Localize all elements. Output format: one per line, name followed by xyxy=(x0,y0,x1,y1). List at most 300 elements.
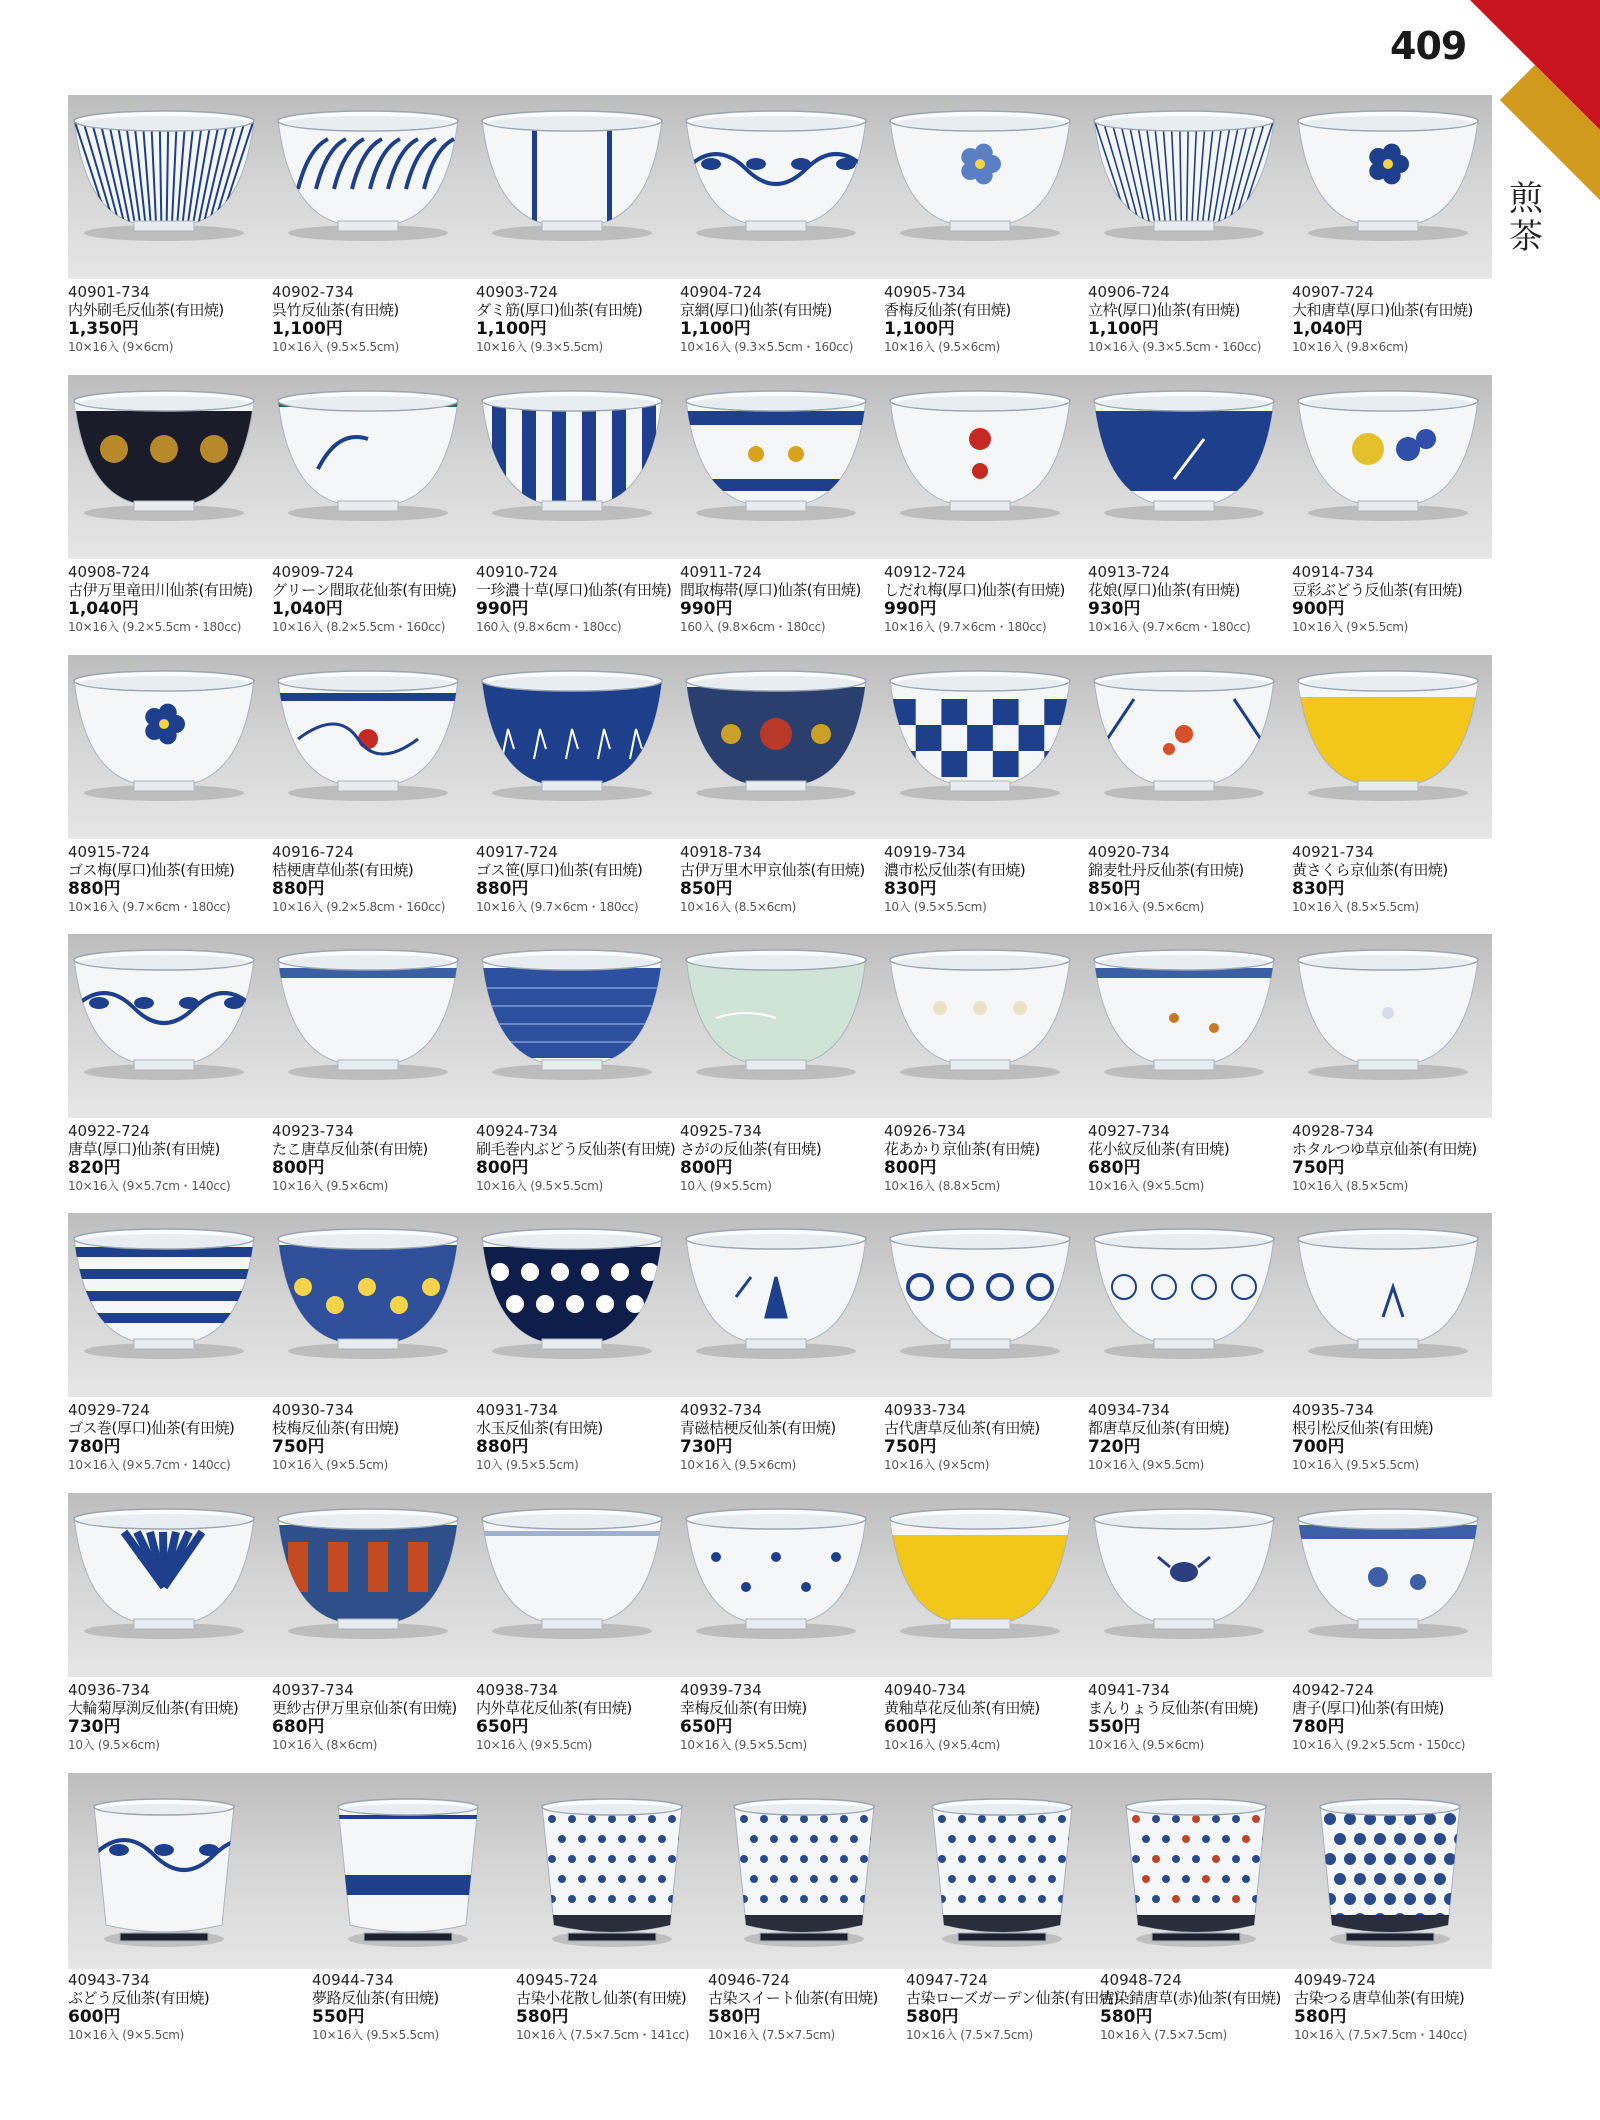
product-name: 花小紋反仙茶(有田焼) xyxy=(1088,1140,1230,1158)
product-code: 40918-734 xyxy=(680,843,762,861)
product-spec: 10×16入 (7.5×7.5cm・140cc) xyxy=(1294,2028,1468,2042)
product-price: 1,100円 xyxy=(884,319,955,339)
product-code: 40939-734 xyxy=(680,1681,762,1699)
product-name: しだれ梅(厚口)仙茶(有田焼) xyxy=(884,581,1065,599)
product-code: 40932-734 xyxy=(680,1401,762,1419)
product-name: ゴス巻(厚口)仙茶(有田焼) xyxy=(68,1419,235,1437)
product-price: 990円 xyxy=(476,599,529,619)
product-code: 40907-724 xyxy=(1292,283,1374,301)
product-price: 550円 xyxy=(312,2007,365,2027)
product-code: 40947-724 xyxy=(906,1971,988,1989)
product-item xyxy=(476,1681,676,1771)
product-name: 間取梅帯(厚口)仙茶(有田焼) xyxy=(680,581,861,599)
product-item xyxy=(476,563,676,653)
teacup-image xyxy=(1084,95,1284,279)
product-name: 古染つる唐草仙茶(有田焼) xyxy=(1294,1989,1465,2007)
product-photo-strip xyxy=(68,95,1492,279)
product-item xyxy=(884,283,1084,373)
product-name: 古染錆唐草(赤)仙茶(有田焼) xyxy=(1100,1989,1281,2007)
product-name: さがの反仙茶(有田焼) xyxy=(680,1140,822,1158)
product-price: 850円 xyxy=(680,879,733,899)
product-spec: 10×16入 (9.3×5.5cm) xyxy=(476,340,603,354)
product-spec: 10×16入 (9×5.5cm) xyxy=(1088,1458,1205,1472)
teacup-image xyxy=(268,95,468,279)
product-price: 1,100円 xyxy=(476,319,547,339)
product-name: 刷毛巻内ぶどう反仙茶(有田焼) xyxy=(476,1140,676,1158)
product-spec: 10×16入 (8.5×5cm) xyxy=(1292,1179,1409,1193)
product-spec: 10×16入 (9×6cm) xyxy=(68,340,174,354)
product-name: 大和唐草(厚口)仙茶(有田焼) xyxy=(1292,301,1473,319)
product-item xyxy=(1088,283,1288,373)
product-item xyxy=(516,1971,716,2061)
product-price: 850円 xyxy=(1088,879,1141,899)
product-code: 40946-724 xyxy=(708,1971,790,1989)
product-name: 都唐草反仙茶(有田焼) xyxy=(1088,1419,1230,1437)
product-captions xyxy=(68,1401,1492,1491)
product-captions xyxy=(68,1122,1492,1212)
teacup-image xyxy=(1288,655,1488,839)
product-name: 花娘(厚口)仙茶(有田焼) xyxy=(1088,581,1240,599)
product-spec: 10入 (9.5×5.5cm) xyxy=(884,900,987,914)
product-spec: 10×16入 (9×5.7cm・140cc) xyxy=(68,1458,231,1472)
product-code: 40933-734 xyxy=(884,1401,966,1419)
teacup-image xyxy=(472,95,672,279)
product-item xyxy=(680,843,880,933)
teacup-image xyxy=(880,1493,1080,1677)
product-name: 更紗古伊万里京仙茶(有田焼) xyxy=(272,1699,457,1717)
product-name: 青磁桔梗反仙茶(有田焼) xyxy=(680,1419,836,1437)
product-item xyxy=(906,1971,1119,2061)
product-spec: 10×16入 (9.5×5.5cm) xyxy=(476,1179,603,1193)
teacup-image xyxy=(1096,1775,1296,1965)
product-code: 40902-734 xyxy=(272,283,354,301)
product-code: 40910-724 xyxy=(476,563,558,581)
product-spec: 10×16入 (7.5×7.5cm) xyxy=(906,2028,1033,2042)
teacup-image xyxy=(880,934,1080,1118)
product-item xyxy=(884,1681,1084,1771)
product-spec: 10×16入 (7.5×7.5cm・141cc) xyxy=(516,2028,690,2042)
product-name: 一珍濃十草(厚口)仙茶(有田焼) xyxy=(476,581,672,599)
product-spec: 10×16入 (9.2×5.8cm・160cc) xyxy=(272,900,446,914)
product-code: 40941-734 xyxy=(1088,1681,1170,1699)
product-spec: 10×16入 (9×5cm) xyxy=(884,1458,990,1472)
product-spec: 10×16入 (9×5.5cm) xyxy=(1088,1179,1205,1193)
product-code: 40934-734 xyxy=(1088,1401,1170,1419)
product-spec: 10×16入 (9.7×6cm・180cc) xyxy=(476,900,639,914)
product-spec: 10×16入 (9×5.5cm) xyxy=(272,1458,389,1472)
product-code: 40923-734 xyxy=(272,1122,354,1140)
product-code: 40905-734 xyxy=(884,283,966,301)
product-item xyxy=(272,283,472,373)
teacup-image xyxy=(676,934,876,1118)
product-price: 1,100円 xyxy=(272,319,343,339)
product-captions xyxy=(68,283,1492,373)
product-name: 古代唐草反仙茶(有田焼) xyxy=(884,1419,1040,1437)
product-photo-strip xyxy=(68,655,1492,839)
product-price: 880円 xyxy=(476,1437,529,1457)
product-price: 830円 xyxy=(1292,879,1345,899)
teacup-image xyxy=(268,1213,468,1397)
teacup-image xyxy=(676,375,876,559)
product-name: 内外刷毛反仙茶(有田焼) xyxy=(68,301,224,319)
teacup-image xyxy=(1084,1493,1284,1677)
product-code: 40916-724 xyxy=(272,843,354,861)
product-spec: 10×16入 (9.5×6cm) xyxy=(1088,900,1205,914)
product-price: 930円 xyxy=(1088,599,1141,619)
product-row-1 xyxy=(0,95,1520,375)
product-item xyxy=(1292,1681,1492,1771)
product-name: 古伊万里木甲京仙茶(有田焼) xyxy=(680,861,865,879)
product-item xyxy=(1292,283,1492,373)
product-code: 40931-734 xyxy=(476,1401,558,1419)
product-captions xyxy=(68,563,1492,653)
product-price: 880円 xyxy=(68,879,121,899)
product-item xyxy=(1088,843,1288,933)
product-code: 40909-724 xyxy=(272,563,354,581)
product-photo-strip xyxy=(68,934,1492,1118)
product-name: 夢路反仙茶(有田焼) xyxy=(312,1989,439,2007)
product-name: 古染ローズガーデン仙茶(有田焼) xyxy=(906,1989,1119,2007)
product-item xyxy=(68,1122,268,1212)
product-spec: 10×16入 (9.7×6cm・180cc) xyxy=(884,620,1047,634)
product-captions xyxy=(68,843,1492,933)
product-name: グリーン間取花仙茶(有田焼) xyxy=(272,581,457,599)
teacup-image xyxy=(268,375,468,559)
product-row-6 xyxy=(0,1493,1520,1773)
product-item xyxy=(1292,1401,1492,1491)
product-spec: 10×16入 (9.5×5.5cm) xyxy=(680,1738,807,1752)
product-row-2 xyxy=(0,375,1520,655)
product-code: 40948-724 xyxy=(1100,1971,1182,1989)
product-price: 680円 xyxy=(1088,1158,1141,1178)
product-code: 40940-734 xyxy=(884,1681,966,1699)
product-code: 40927-734 xyxy=(1088,1122,1170,1140)
teacup-image xyxy=(68,1213,264,1397)
section-label: 煎茶 xyxy=(1509,179,1543,257)
teacup-image xyxy=(676,95,876,279)
product-name: 枝梅反仙茶(有田焼) xyxy=(272,1419,399,1437)
product-spec: 10×16入 (8.2×5.5cm・160cc) xyxy=(272,620,446,634)
product-item xyxy=(884,563,1084,653)
product-spec: 10×16入 (9.5×5.5cm) xyxy=(1292,1458,1419,1472)
product-item xyxy=(680,563,880,653)
product-code: 40919-734 xyxy=(884,843,966,861)
product-price: 900円 xyxy=(1292,599,1345,619)
product-item xyxy=(680,1122,880,1212)
product-spec: 10×16入 (9.5×5.5cm) xyxy=(312,2028,439,2042)
product-code: 40925-734 xyxy=(680,1122,762,1140)
teacup-image xyxy=(268,934,468,1118)
product-item xyxy=(680,283,880,373)
product-item xyxy=(1088,1681,1288,1771)
product-name: ぶどう反仙茶(有田焼) xyxy=(68,1989,210,2007)
product-code: 40943-734 xyxy=(68,1971,150,1989)
product-item xyxy=(884,1122,1084,1212)
product-name: 京網(厚口)仙茶(有田焼) xyxy=(680,301,832,319)
product-code: 40921-734 xyxy=(1292,843,1374,861)
product-item xyxy=(68,1971,268,2061)
teacup-image xyxy=(1288,1213,1488,1397)
teacup-image xyxy=(676,1493,876,1677)
teacup-image xyxy=(268,1493,468,1677)
teacup-image xyxy=(704,1775,904,1965)
teacup-image xyxy=(1288,934,1488,1118)
product-spec: 160入 (9.8×6cm・180cc) xyxy=(680,620,826,634)
product-photo-strip xyxy=(68,1773,1492,1969)
product-item xyxy=(476,843,676,933)
product-name: 黄さくら京仙茶(有田焼) xyxy=(1292,861,1448,879)
product-code: 40928-734 xyxy=(1292,1122,1374,1140)
product-spec: 10×16入 (7.5×7.5cm) xyxy=(708,2028,835,2042)
product-price: 1,040円 xyxy=(68,599,139,619)
product-item xyxy=(312,1971,512,2061)
product-name: 花あかり京仙茶(有田焼) xyxy=(884,1140,1040,1158)
product-spec: 10×16入 (9.8×6cm) xyxy=(1292,340,1409,354)
product-name: 唐子(厚口)仙茶(有田焼) xyxy=(1292,1699,1444,1717)
product-code: 40920-734 xyxy=(1088,843,1170,861)
product-name: 根引松反仙茶(有田焼) xyxy=(1292,1419,1434,1437)
product-row-3 xyxy=(0,655,1520,935)
teacup-image xyxy=(472,1213,672,1397)
product-item xyxy=(476,1401,676,1491)
product-code: 40914-734 xyxy=(1292,563,1374,581)
product-item xyxy=(272,843,472,933)
product-spec: 10×16入 (9.5×6cm) xyxy=(1088,1738,1205,1752)
product-code: 40906-724 xyxy=(1088,283,1170,301)
product-price: 880円 xyxy=(272,879,325,899)
teacup-image xyxy=(902,1775,1102,1965)
product-spec: 10×16入 (9×5.7cm・140cc) xyxy=(68,1179,231,1193)
product-item xyxy=(1292,843,1492,933)
product-item xyxy=(272,1401,472,1491)
product-name: 古染スイート仙茶(有田焼) xyxy=(708,1989,878,2007)
product-price: 800円 xyxy=(884,1158,937,1178)
product-name: 唐草(厚口)仙茶(有田焼) xyxy=(68,1140,220,1158)
teacup-image xyxy=(1288,95,1488,279)
product-price: 680円 xyxy=(272,1717,325,1737)
product-spec: 10×16入 (8.5×6cm) xyxy=(680,900,797,914)
product-spec: 10×16入 (9.2×5.5cm・180cc) xyxy=(68,620,242,634)
product-name: 大輪菊厚渕反仙茶(有田焼) xyxy=(68,1699,239,1717)
product-photo-strip xyxy=(68,1493,1492,1677)
product-name: 豆彩ぶどう反仙茶(有田焼) xyxy=(1292,581,1463,599)
product-code: 40935-734 xyxy=(1292,1401,1374,1419)
product-price: 1,040円 xyxy=(272,599,343,619)
page-number: 409 xyxy=(1390,24,1467,68)
product-price: 1,350円 xyxy=(68,319,139,339)
product-spec: 10入 (9×5.5cm) xyxy=(680,1179,772,1193)
product-item xyxy=(476,1122,676,1212)
product-spec: 10×16入 (9×5.5cm) xyxy=(1292,620,1409,634)
product-code: 40937-734 xyxy=(272,1681,354,1699)
product-code: 40917-724 xyxy=(476,843,558,861)
product-code: 40922-724 xyxy=(68,1122,150,1140)
product-spec: 10×16入 (9.3×5.5cm・160cc) xyxy=(1088,340,1262,354)
product-spec: 10×16入 (8.5×5.5cm) xyxy=(1292,900,1419,914)
product-price: 650円 xyxy=(680,1717,733,1737)
product-price: 750円 xyxy=(884,1437,937,1457)
product-name: たこ唐草反仙茶(有田焼) xyxy=(272,1140,428,1158)
product-name: 立枠(厚口)仙茶(有田焼) xyxy=(1088,301,1240,319)
product-spec: 10×16入 (9.5×6cm) xyxy=(272,1179,389,1193)
teacup-image xyxy=(68,375,264,559)
product-code: 40904-724 xyxy=(680,283,762,301)
teacup-image xyxy=(308,1775,508,1965)
product-spec: 10×16入 (9.5×6cm) xyxy=(680,1458,797,1472)
product-code: 40912-724 xyxy=(884,563,966,581)
teacup-image xyxy=(880,375,1080,559)
teacup-image xyxy=(268,655,468,839)
teacup-image xyxy=(880,655,1080,839)
product-price: 1,040円 xyxy=(1292,319,1363,339)
teacup-image xyxy=(472,375,672,559)
teacup-image xyxy=(1288,1493,1488,1677)
product-spec: 10×16入 (8×6cm) xyxy=(272,1738,378,1752)
product-price: 750円 xyxy=(1292,1158,1345,1178)
product-code: 40911-724 xyxy=(680,563,762,581)
product-item xyxy=(1294,1971,1494,2061)
product-price: 720円 xyxy=(1088,1437,1141,1457)
product-spec: 10×16入 (9.3×5.5cm・160cc) xyxy=(680,340,854,354)
product-price: 580円 xyxy=(1294,2007,1347,2027)
product-row-4 xyxy=(0,934,1520,1214)
teacup-image xyxy=(1084,934,1284,1118)
product-code: 40930-734 xyxy=(272,1401,354,1419)
product-spec: 10×16入 (9×5.4cm) xyxy=(884,1738,1001,1752)
product-code: 40949-724 xyxy=(1294,1971,1376,1989)
product-spec: 10入 (9.5×5.5cm) xyxy=(476,1458,579,1472)
product-code: 40942-724 xyxy=(1292,1681,1374,1699)
product-captions xyxy=(68,1971,1492,2061)
product-item xyxy=(1100,1971,1300,2061)
product-spec: 10入 (9.5×6cm) xyxy=(68,1738,160,1752)
teacup-image xyxy=(68,934,264,1118)
product-spec: 10×16入 (9.7×6cm・180cc) xyxy=(68,900,231,914)
product-item xyxy=(68,563,268,653)
product-name: 黄釉草花反仙茶(有田焼) xyxy=(884,1699,1040,1717)
teacup-image xyxy=(472,655,672,839)
product-spec: 160入 (9.8×6cm・180cc) xyxy=(476,620,622,634)
teacup-image xyxy=(1084,655,1284,839)
product-code: 40926-734 xyxy=(884,1122,966,1140)
product-code: 40915-724 xyxy=(68,843,150,861)
product-item xyxy=(272,563,472,653)
product-code: 40929-724 xyxy=(68,1401,150,1419)
product-price: 730円 xyxy=(680,1437,733,1457)
product-spec: 10×16入 (9×5.5cm) xyxy=(68,2028,185,2042)
product-item xyxy=(884,1401,1084,1491)
product-item xyxy=(1088,1401,1288,1491)
product-spec: 10×16入 (9.5×5.5cm) xyxy=(272,340,399,354)
product-price: 1,100円 xyxy=(1088,319,1159,339)
product-price: 990円 xyxy=(884,599,937,619)
product-price: 700円 xyxy=(1292,1437,1345,1457)
product-price: 800円 xyxy=(476,1158,529,1178)
product-name: 古伊万里竜田川仙茶(有田焼) xyxy=(68,581,253,599)
product-code: 40936-734 xyxy=(68,1681,150,1699)
product-price: 580円 xyxy=(516,2007,569,2027)
product-name: ホタルつゆ草京仙茶(有田焼) xyxy=(1292,1140,1477,1158)
product-item xyxy=(272,1122,472,1212)
product-code: 40944-734 xyxy=(312,1971,394,1989)
teacup-image xyxy=(472,1493,672,1677)
teacup-image xyxy=(1288,375,1488,559)
product-price: 830円 xyxy=(884,879,937,899)
product-code: 40924-734 xyxy=(476,1122,558,1140)
product-item xyxy=(68,283,268,373)
product-price: 800円 xyxy=(680,1158,733,1178)
teacup-image xyxy=(68,1775,264,1965)
product-price: 580円 xyxy=(708,2007,761,2027)
product-code: 40938-734 xyxy=(476,1681,558,1699)
teacup-image xyxy=(472,934,672,1118)
product-item xyxy=(884,843,1084,933)
product-price: 650円 xyxy=(476,1717,529,1737)
product-spec: 10×16入 (7.5×7.5cm) xyxy=(1100,2028,1227,2042)
teacup-image xyxy=(1084,1213,1284,1397)
teacup-image xyxy=(68,655,264,839)
product-price: 820円 xyxy=(68,1158,121,1178)
product-row-5 xyxy=(0,1213,1520,1493)
product-name: 香梅反仙茶(有田焼) xyxy=(884,301,1011,319)
product-photo-strip xyxy=(68,1213,1492,1397)
product-code: 40903-724 xyxy=(476,283,558,301)
product-spec: 10×16入 (9.7×6cm・180cc) xyxy=(1088,620,1251,634)
product-name: まんりょう反仙茶(有田焼) xyxy=(1088,1699,1259,1717)
product-price: 780円 xyxy=(1292,1717,1345,1737)
product-item xyxy=(68,1401,268,1491)
teacup-image xyxy=(676,1213,876,1397)
product-item xyxy=(68,843,268,933)
product-spec: 10×16入 (9.5×6cm) xyxy=(884,340,1001,354)
teacup-image xyxy=(1084,375,1284,559)
teacup-image xyxy=(676,655,876,839)
product-name: ゴス梅(厚口)仙茶(有田焼) xyxy=(68,861,235,879)
product-spec: 10×16入 (8.8×5cm) xyxy=(884,1179,1001,1193)
product-name: 濃市松反仙茶(有田焼) xyxy=(884,861,1026,879)
product-item xyxy=(1088,1122,1288,1212)
product-item xyxy=(1292,563,1492,653)
product-name: 幸梅反仙茶(有田焼) xyxy=(680,1699,807,1717)
teacup-image xyxy=(68,95,264,279)
teacup-image xyxy=(1290,1775,1490,1965)
product-price: 750円 xyxy=(272,1437,325,1457)
product-item xyxy=(68,1681,268,1771)
product-row-7 xyxy=(0,1773,1520,2053)
product-captions xyxy=(68,1681,1492,1771)
product-price: 990円 xyxy=(680,599,733,619)
product-item xyxy=(680,1401,880,1491)
teacup-image xyxy=(880,95,1080,279)
product-name: 錦麦牡丹反仙茶(有田焼) xyxy=(1088,861,1244,879)
product-price: 600円 xyxy=(68,2007,121,2027)
product-name: 古染小花散し仙茶(有田焼) xyxy=(516,1989,687,2007)
product-code: 40913-724 xyxy=(1088,563,1170,581)
product-price: 550円 xyxy=(1088,1717,1141,1737)
product-name: 内外草花反仙茶(有田焼) xyxy=(476,1699,632,1717)
product-spec: 10×16入 (9.2×5.5cm・150cc) xyxy=(1292,1738,1466,1752)
product-price: 1,100円 xyxy=(680,319,751,339)
teacup-image xyxy=(512,1775,712,1965)
product-price: 880円 xyxy=(476,879,529,899)
product-name: 桔梗唐草仙茶(有田焼) xyxy=(272,861,414,879)
product-code: 40901-734 xyxy=(68,283,150,301)
product-item xyxy=(708,1971,908,2061)
product-code: 40908-724 xyxy=(68,563,150,581)
product-name: 水玉反仙茶(有田焼) xyxy=(476,1419,603,1437)
product-price: 580円 xyxy=(906,2007,959,2027)
product-item xyxy=(1088,563,1288,653)
